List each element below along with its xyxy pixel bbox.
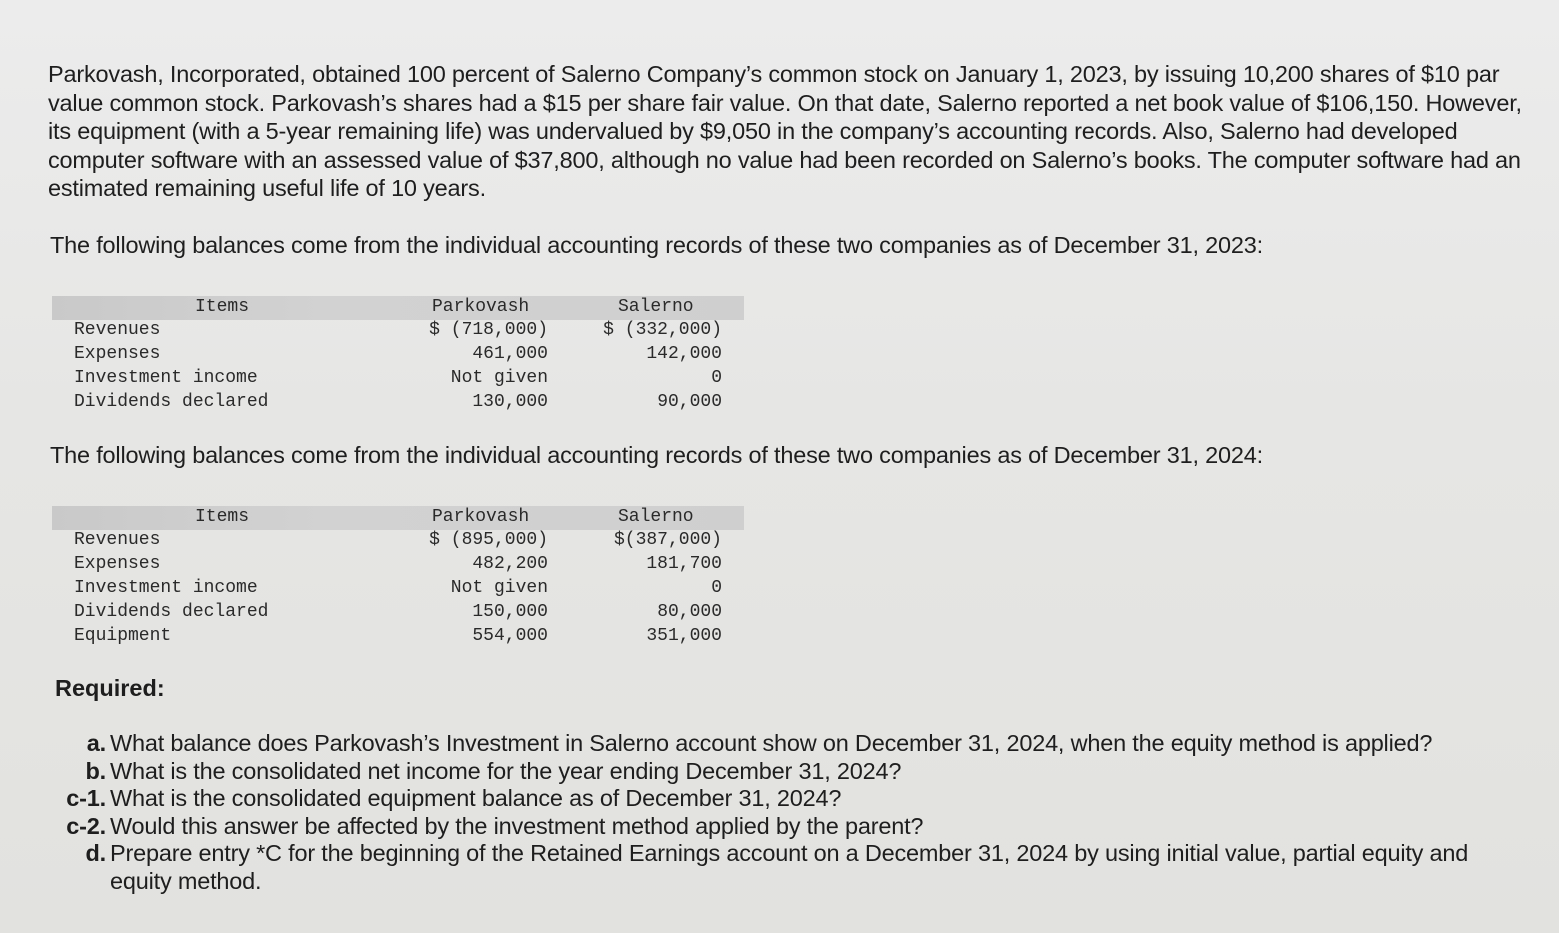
row-label: Investment income xyxy=(74,368,258,388)
salerno-value: 351,000 xyxy=(646,626,722,646)
header-salerno: Salerno xyxy=(618,297,694,317)
table-header xyxy=(52,506,744,530)
question-d xyxy=(60,840,1530,895)
salerno-value: $ (332,000) xyxy=(603,320,722,340)
table-row xyxy=(52,602,746,626)
parkovash-value: Not given xyxy=(450,578,548,598)
parkovash-value: 130,000 xyxy=(472,392,548,412)
question-tag: b. xyxy=(85,757,106,784)
header-parkovash: Parkovash xyxy=(432,297,530,317)
table-row xyxy=(52,626,746,650)
table2-lead: The following balances come from the individual accounting records of these two companies as of December 31, 2024: xyxy=(50,442,1263,468)
salerno-value: $(387,000) xyxy=(613,530,722,550)
question-text: What is the consolidated equipment balance as of December 31, 2024? xyxy=(110,785,842,811)
row-label: Expenses xyxy=(74,344,161,364)
row-label: Expenses xyxy=(74,554,161,574)
balances-table-2023 xyxy=(52,296,746,416)
row-label: Dividends declared xyxy=(74,392,269,412)
question-tag: d. xyxy=(85,840,106,866)
table-row xyxy=(52,554,746,578)
salerno-value: 0 xyxy=(711,578,722,598)
table-row xyxy=(52,368,746,392)
question-b xyxy=(60,758,1530,786)
question-text: Prepare entry *C for the beginning of the Retained Earnings account on a December 31, 2024 by using initial value, partial equity and equity method. xyxy=(110,840,1469,894)
header-items: Items xyxy=(195,297,250,317)
table-header xyxy=(52,296,744,320)
required-questions xyxy=(60,730,1530,895)
parkovash-value: 461,000 xyxy=(472,344,548,364)
parkovash-value: $ (718,000) xyxy=(429,320,548,340)
table-row xyxy=(52,578,746,602)
salerno-value: 181,700 xyxy=(646,554,722,574)
parkovash-value: 554,000 xyxy=(472,626,548,646)
required-heading: Required: xyxy=(55,675,165,701)
question-c2 xyxy=(60,813,1530,841)
parkovash-value: $ (895,000) xyxy=(429,530,548,550)
parkovash-value: 482,200 xyxy=(472,554,548,574)
table-row xyxy=(52,320,746,344)
question-tag: c-1. xyxy=(66,785,106,811)
question-text: Would this answer be affected by the investment method applied by the parent? xyxy=(110,812,924,839)
salerno-value: 0 xyxy=(711,368,722,388)
header-parkovash: Parkovash xyxy=(432,507,530,527)
salerno-value: 80,000 xyxy=(657,602,722,622)
table-row xyxy=(52,344,746,368)
row-label: Equipment xyxy=(74,626,172,646)
question-tag: c-2. xyxy=(66,812,106,839)
table-row xyxy=(52,530,746,554)
intro-paragraph: Parkovash, Incorporated, obtained 100 percent of Salerno Company’s common stock on January 1, 2023, by issuing 10,200 shares of $10 par value common stock. Parkovash’s shares had a $15 per share fair value. On that date, Salerno reported a net book value of $106,150. However, its equipment (with a 5-year remaining life) was undervalued by $9,050 in the company’s accounting records. Also, Salerno had developed computer software with an assessed value of $37,800, although no value had been recorded on Salerno’s books. The computer software had an estimated remaining useful life of 10 years. xyxy=(48,61,1522,201)
row-label: Revenues xyxy=(74,320,161,340)
table-row xyxy=(52,392,746,416)
table1-lead: The following balances come from the individual accounting records of these two companies as of December 31, 2023: xyxy=(50,232,1263,258)
salerno-value: 90,000 xyxy=(657,392,722,412)
question-text: What is the consolidated net income for the year ending December 31, 2024? xyxy=(110,757,902,784)
parkovash-value: Not given xyxy=(450,368,548,388)
question-tag: a. xyxy=(86,730,106,756)
row-label: Revenues xyxy=(74,530,161,550)
row-label: Dividends declared xyxy=(74,602,269,622)
question-a xyxy=(60,730,1530,758)
header-items: Items xyxy=(195,507,250,527)
salerno-value: 142,000 xyxy=(646,344,722,364)
balances-table-2024 xyxy=(52,506,746,650)
header-salerno: Salerno xyxy=(618,507,694,527)
question-text: What balance does Parkovash’s Investment in Salerno account show on December 31, 2024, when the equity method is applied? xyxy=(110,730,1433,756)
row-label: Investment income xyxy=(74,578,258,598)
question-c1 xyxy=(60,785,1530,813)
parkovash-value: 150,000 xyxy=(472,602,548,622)
